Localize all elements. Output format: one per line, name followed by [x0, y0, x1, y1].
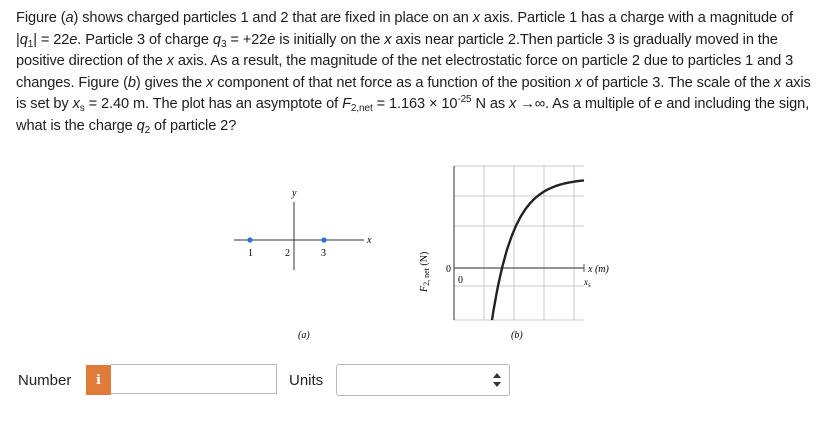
particle-1-label: 1	[248, 248, 253, 259]
particle-2-label: 2	[285, 248, 290, 259]
plot-x-axis-label: x (m)	[588, 264, 609, 275]
y-axis-label: y	[292, 188, 297, 199]
figure-a-caption: (a)	[298, 330, 310, 341]
units-select[interactable]	[336, 364, 510, 396]
problem-text: Figure (a) shows charged particles 1 and 2 that are fixed in place on an x axis. Particle 1 has a charge with a magnitude of $|q_1| = 22e$. Particle 3 of charge $q_3 = +22e$ is initially on the x axis near particle 2.Then particle 3 is gradually moved in the positive direction of the x axis. As a result, the magnitude of the net electrostatic force on particle 2 due to particles 1 and 3 changes. Figure (b) gives the x component of that net force as a function of the position x of particle 3. The scale of the x axis is set by $x_s = 2.40$ m. The plot has an asymptote of $F_{2,net} = 1.163 \times 10^{-25}$ N as x →∞. As a multiple of e and including the sign, what is the charge $q_2$ of particle 2?	[16, 10, 811, 136]
number-input[interactable]	[111, 364, 277, 394]
particle-1	[247, 237, 252, 242]
force-curve	[492, 180, 584, 320]
figure-a	[228, 180, 388, 350]
units-label: Units	[289, 372, 324, 389]
answer-row	[0, 364, 823, 398]
select-arrows-icon	[493, 372, 501, 388]
particle-3-label: 3	[321, 248, 326, 259]
plot-x-zero-label: 0	[458, 275, 463, 286]
particle-3	[321, 237, 326, 242]
info-icon[interactable]: i	[86, 365, 111, 395]
plot-y-axis-label: $F_{2, net}$ (N)	[419, 251, 431, 292]
plot-x-scale-label: $x_s$	[584, 277, 591, 289]
figure-b-caption: (b)	[511, 330, 523, 341]
plot-grid	[454, 166, 584, 320]
plot-y-zero-label: 0	[446, 264, 451, 275]
figure-b	[400, 160, 640, 350]
number-label: Number	[18, 372, 72, 389]
x-axis-label: x	[367, 235, 372, 246]
